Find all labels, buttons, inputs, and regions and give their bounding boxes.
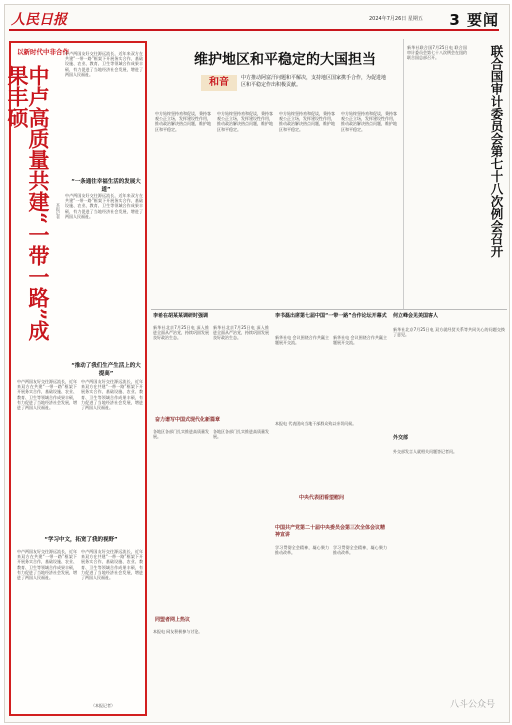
feature-subhead-3: “学习中文，拓宽了我的视野” [44, 537, 118, 543]
right-column-rule [403, 39, 404, 309]
left-feature-panel [5, 41, 147, 716]
feature-byline: 本报记者 [56, 203, 61, 219]
section-rule [151, 309, 507, 310]
main-body-1: 中方始终坚持劝和促谈，秉持客观公正立场，发挥建设性作用，推动政治解决热点问题，维护地区和平稳定。 [155, 111, 211, 132]
story-headline-5: 中央代表团看望慰问 [299, 495, 345, 501]
story-headline-4: 奋力谱写中国式现代化新篇章 [155, 417, 221, 423]
page-number: 3 要闻 [449, 11, 499, 29]
story-headline-3: 何立峰会见美国客人 [393, 313, 439, 319]
feature-body-3: 中卢两国友好交往源远流长，近年来双方在共建“一带一路”框架下开展务实合作，基础设施、农业、教育、卫生等领域合作成果丰硕，有力促进了当地经济社会发展，增进了两国人民福祉。 [17, 379, 77, 411]
feature-kicker: 以新时代中非合作 [17, 48, 69, 56]
story-body-1: 新华社北京7月25日电 深入推进全面从严治党，持续巩固发展良好政治生态。 [153, 325, 209, 341]
column-tag: 和音 [201, 75, 237, 91]
main-headline: 维护地区和平稳定的大国担当 [194, 52, 376, 68]
right-headline: 联合国审计委员会第七十八次例会召开 [489, 45, 504, 258]
feature-body: 中卢两国友好交往源远流长，近年来双方在共建“一带一路”框架下开展务实合作，基础设施、农业、教育、卫生等领域合作成果丰硕，有力促进了当地经济社会发展，增进了两国人民福祉。 [65, 51, 143, 77]
story-body-4b: 各地区各部门扎实推进高质量发展。 [213, 429, 269, 440]
newspaper-page [4, 4, 510, 723]
feature-title: 中卢高质量共建“一带一路”成果丰硕 [5, 65, 51, 342]
story-body-8: 外交部发言人就相关问题答记者问。 [393, 449, 457, 454]
story-body-7: 本报电 网友积极参与讨论。 [153, 629, 203, 634]
story-headline-7: 同盟者网上热议 [155, 617, 191, 623]
story-body-5: 本报电 代表团向当地干部群众致以亲切问候。 [275, 421, 357, 426]
main-body-3: 中方始终坚持劝和促谈，秉持客观公正立场，发挥建设性作用，推动政治解决热点问题，维护地区和平稳定。 [279, 111, 335, 132]
main-body-2: 中方始终坚持劝和促谈，秉持客观公正立场，发挥建设性作用，推动政治解决热点问题，维护地区和平稳定。 [217, 111, 273, 132]
masthead [9, 9, 499, 31]
story-headline-8: 外交部 [393, 435, 409, 441]
feature-body-6: 中卢两国友好交往源远流长，近年来双方在共建“一带一路”框架下开展务实合作，基础设施、农业、教育、卫生等领域合作成果丰硕，有力促进了当地经济社会发展，增进了两国人民福祉。 [81, 549, 143, 581]
feature-body-2: 中卢两国友好交往源远流长，近年来双方在共建“一带一路”框架下开展务实合作，基础设施、农业、教育、卫生等领域合作成果丰硕，有力促进了当地经济社会发展，增进了两国人民福祉。 [65, 193, 143, 219]
story-body-1b: 新华社北京7月25日电 深入推进全面从严治党，持续巩固发展良好政治生态。 [213, 325, 269, 341]
newspaper-logo: 人民日报 [11, 12, 67, 28]
story-body-4: 各地区各部门扎实推进高质量发展。 [153, 429, 209, 440]
feature-signature: （本报记者） [91, 703, 115, 708]
story-body-3: 新华社北京7月25日电 双方就经贸关系等共同关心的问题交换了意见。 [393, 327, 505, 338]
feature-subhead-1: “一条通往幸福生活的发展大道” [71, 179, 141, 193]
story-body-2b: 新华社电 会议围绕合作共赢主题展开交流。 [333, 335, 387, 346]
story-headline-2: 李书磊出席第七届中国“一带一路”合作论坛开幕式 [275, 313, 387, 319]
story-body-2: 新华社电 会议围绕合作共赢主题展开交流。 [275, 335, 329, 346]
feature-body-5: 中卢两国友好交往源远流长，近年来双方在共建“一带一路”框架下开展务实合作，基础设施、农业、教育、卫生等领域合作成果丰硕，有力促进了当地经济社会发展，增进了两国人民福祉。 [17, 549, 77, 581]
story-body-6: 学习贯彻全会精神，凝心聚力推动改革。 [275, 545, 329, 556]
story-headline-1: 李希在胡某某调研时强调 [153, 313, 209, 319]
right-body-1: 新华社联合国7月25日电 联合国审计委员会第七十八次例会在纽约联合国总部召开。 [407, 45, 467, 61]
main-body-4: 中方始终坚持劝和促谈，秉持客观公正立场，发挥建设性作用，推动政治解决热点问题，维护地区和平稳定。 [341, 111, 397, 132]
story-headline-6: 中国共产党第二十届中央委员会第三次全体会议精神宣讲 [275, 525, 386, 538]
watermark: 八斗公众号 [449, 700, 495, 710]
main-intro: 中方推动阿富汗问题和平解决，支持地区国家携手合作，为促进地区和平稳定作出积极贡献。 [241, 75, 387, 88]
feature-subhead-2: “推动了我们生产生活上的大提高” [71, 363, 141, 377]
feature-body-4: 中卢两国友好交往源远流长，近年来双方在共建“一带一路”框架下开展务实合作，基础设施、农业、教育、卫生等领域合作成果丰硕，有力促进了当地经济社会发展，增进了两国人民福祉。 [81, 379, 143, 411]
story-body-6b: 学习贯彻全会精神，凝心聚力推动改革。 [333, 545, 387, 556]
issue-date: 2024年7月26日 星期五 [369, 16, 423, 22]
